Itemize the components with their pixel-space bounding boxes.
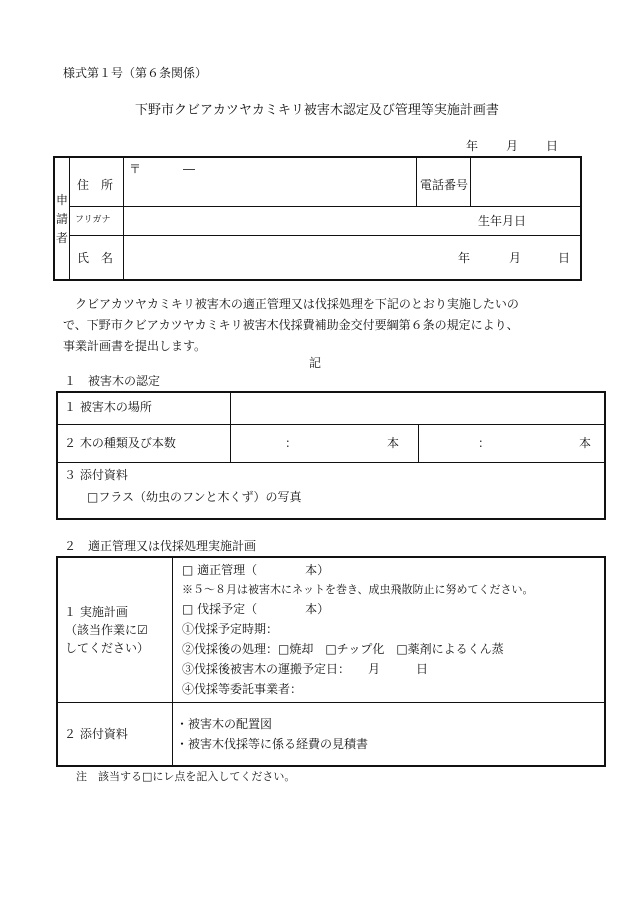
birth-day: 日 [558, 251, 571, 265]
colon-a: ： [285, 436, 298, 450]
postal-mark: 〒 [129, 162, 142, 176]
contractor: ④伐採等委託事業者： [182, 682, 303, 696]
birth-year: 年 [458, 251, 471, 265]
attachment-label-2: ２ 添付資料 [64, 727, 128, 741]
birth-month: 月 [509, 251, 522, 265]
date-day: 日 [546, 139, 559, 153]
section2-heading: ２ 適正管理又は伐採処理実施計画 [64, 539, 257, 553]
frass-photo-checkbox[interactable]: □フラス（幼虫のフンと木くず）の写真 [87, 490, 302, 504]
post-felling-treatment[interactable]: ②伐採後の処理：□焼却 □チップ化 □薬剤によるくん蒸 [182, 642, 504, 656]
name-label: 氏 名 [77, 251, 114, 265]
address-label: 住 所 [77, 178, 114, 192]
footnote: 注 該当する□にレ点を記入してください。 [76, 770, 296, 783]
phone-label: 電話番号 [420, 178, 469, 192]
unit-b: 本 [579, 436, 592, 450]
date-year: 年 [466, 139, 479, 153]
ki-mark: 記 [309, 356, 322, 370]
net-note: ※５～８月は被害木にネットを巻き、成虫飛散防止に努めてください。 [182, 583, 534, 596]
form-number: 様式第１号（第６条関係） [63, 66, 208, 80]
applicant-side-label-2: 請 [56, 212, 69, 226]
intro-line-1: クビアカツヤカミキリ被害木の適正管理又は伐採処理を下記のとおり実施したいの [63, 297, 519, 311]
date-month: 月 [506, 139, 519, 153]
intro-line-3: 事業計画書を提出します。 [63, 339, 207, 353]
postal-dash: ― [183, 162, 195, 176]
attachment-label-1: ３ 添付資料 [64, 468, 128, 482]
birth-label: 生年月日 [478, 214, 527, 228]
felling-plan-checkbox[interactable]: □ 伐採予定（ 本） [182, 602, 330, 616]
plan-note-1: （該当作業に☑ [65, 623, 148, 637]
tree-type-count-label: ２ 木の種類及び本数 [64, 436, 176, 450]
applicant-side-label-1: 申 [56, 193, 69, 207]
attach-item-1: ・被害木の配置図 [176, 717, 273, 731]
furigana-label: フリガナ [75, 215, 111, 225]
intro-line-2: で、下野市クビアカツヤカミキリ被害木伐採費補助金交付要綱第６条の規定により、 [63, 318, 519, 332]
section1-heading: １ 被害木の認定 [64, 374, 161, 388]
plan-note-2: してください） [65, 641, 150, 655]
attach-item-2: ・被害木伐採等に係る経費の見積書 [176, 737, 369, 751]
proper-management-checkbox[interactable]: □ 適正管理（ 本） [182, 563, 330, 577]
document-title: 下野市クビアカツヤカミキリ被害木認定及び管理等実施計画書 [135, 103, 499, 118]
transport-date: ③伐採後被害木の運搬予定日： 月 日 [182, 662, 429, 676]
colon-b: ： [478, 436, 491, 450]
unit-a: 本 [387, 436, 400, 450]
damaged-tree-location-label: １ 被害木の場所 [64, 400, 152, 414]
applicant-side-label-3: 者 [56, 231, 69, 245]
felling-period: ①伐採予定時期： [182, 622, 279, 636]
plan-label: １ 実施計画 [64, 605, 128, 619]
